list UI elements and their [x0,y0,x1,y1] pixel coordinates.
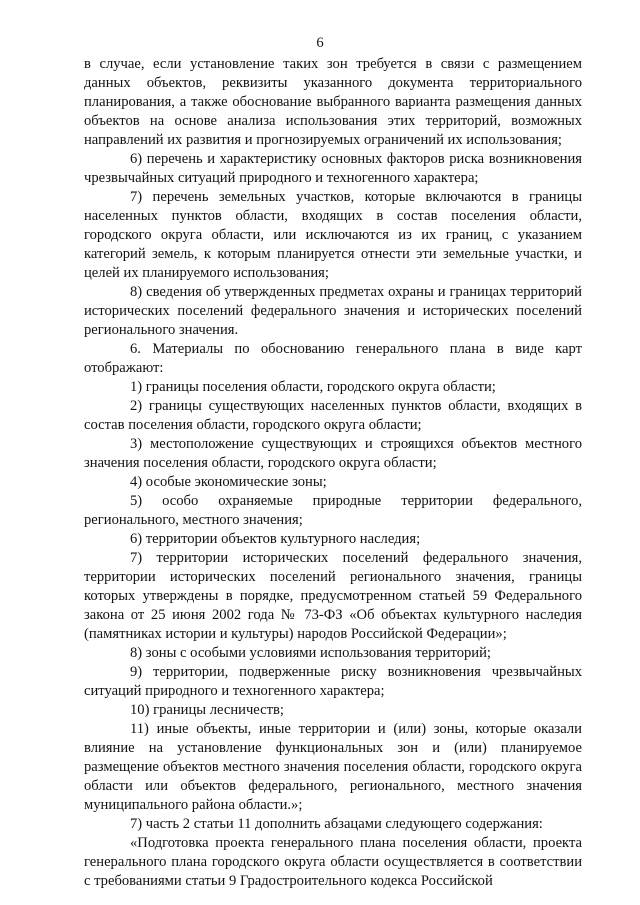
map-item-7: 7) территории исторических поселений федерального значения, территории исторических поселений регионального значения, границы которых утверждены в порядке, предусмотренном статьей 59 Федерального закона от 25 июня 2002 года № 73-ФЗ «Об объектах культурного наследия (памятниках истории и культуры) народов Российской Федерации»; [84,550,582,642]
paragraph-item-7: 7) перечень земельных участков, которые включаются в границы населенных пунктов области, входящих в состав поселения области, городского округа области, или исключаются из их границ, с указанием категорий земель, к которым планируется отнести эти земельные участки, и целей их планируемого использования; [84,189,582,281]
map-item-11: 11) иные объекты, иные территории и (или) зоны, которые оказали влияние на установление функциональных зон и (или) планируемое размещение объектов местного значения поселения области, городского округа области или объектов федерального, регионального, местного значения муниципального района области.»; [84,721,582,813]
map-item-3: 3) местоположение существующих и строящихся объектов местного значения поселения области, городского округа области; [84,436,582,471]
map-item-1: 1) границы поселения области, городского округа области; [130,379,496,395]
document-body [84,55,582,891]
map-item-5: 5) особо охраняемые природные территории федерального, регионального, местного значения; [84,493,582,528]
paragraph-item-6: 6) перечень и характеристику основных факторов риска возникновения чрезвычайных ситуаций природного и техногенного характера; [84,151,582,186]
paragraph-item-8: 8) сведения об утвержденных предметах охраны и границах территорий исторических поселений федерального значения и исторических поселений регионального значения. [84,284,582,338]
page-number: 6 [316,35,324,51]
map-item-2: 2) границы существующих населенных пунктов области, входящих в состав поселения области, городского округа области; [84,398,582,433]
map-item-6: 6) территории объектов культурного наследия; [130,531,421,547]
paragraph-continuation: в случае, если установление таких зон требуется в связи с размещением данных объектов, реквизиты указанного документа территориального планирования, а также обоснование выбранного варианта размещения данных объектов на основе анализа использования этих территорий, возможных направлений их развития и прогнозируемых ограничений их использования; [84,56,582,148]
map-item-8: 8) зоны с особыми условиями использования территорий; [130,645,491,661]
map-item-10: 10) границы лесничеств; [130,702,284,718]
map-item-4: 4) особые экономические зоны; [130,474,327,490]
quoted-paragraph: «Подготовка проекта генерального плана поселения области, проекта генерального плана городского округа области осуществляется в соответствии с требованиями статьи 9 Градостроительного кодекса Российской [84,835,582,889]
map-item-9: 9) территории, подверженные риску возникновения чрезвычайных ситуаций природного и техногенного характера; [84,664,582,699]
paragraph-section-6: 6. Материалы по обоснованию генерального плана в виде карт отображают: [84,341,582,376]
amendment-item-7: 7) часть 2 статьи 11 дополнить абзацами следующего содержания: [130,816,543,832]
